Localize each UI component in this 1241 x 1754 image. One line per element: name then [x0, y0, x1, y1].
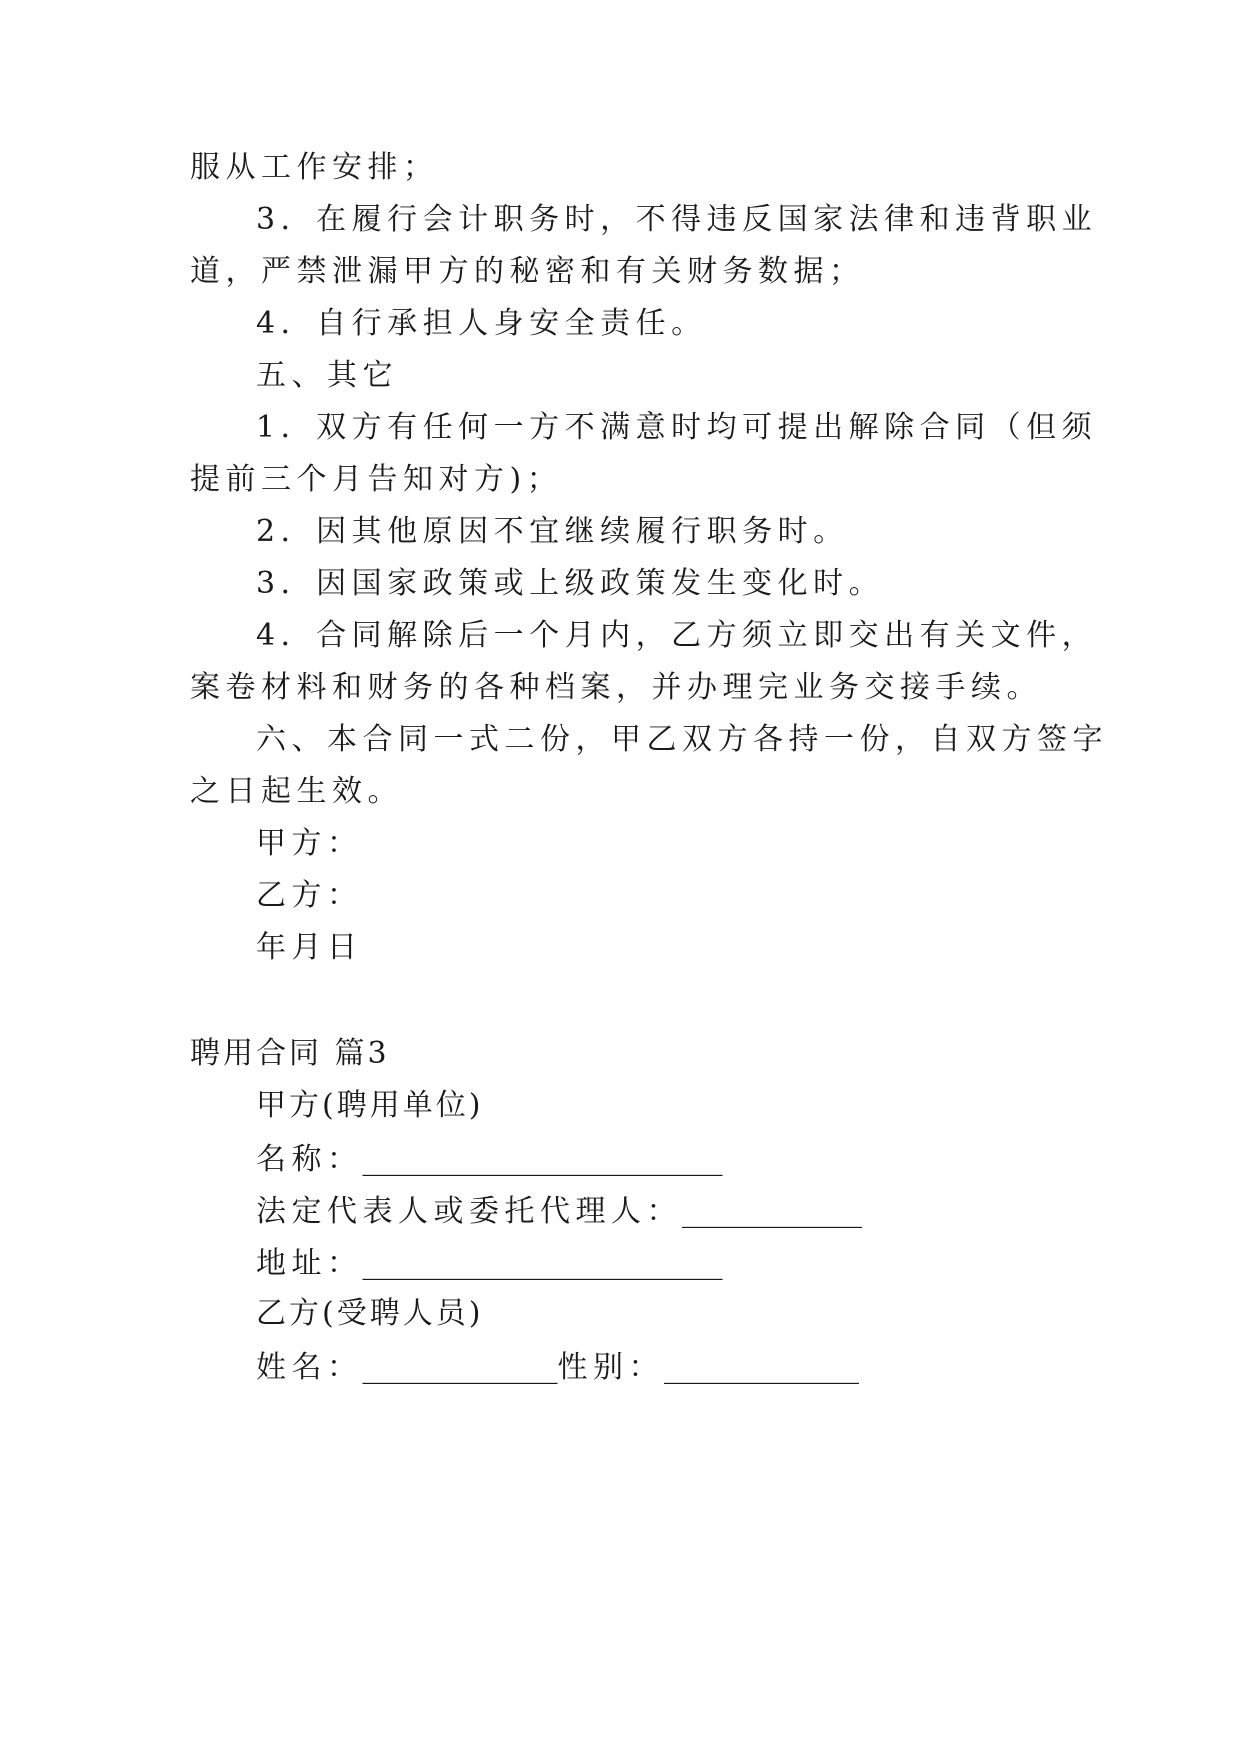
paragraph-line: 服从工作安排； [190, 150, 439, 185]
representative-label: 法定代表人或委托代理人： [256, 1194, 682, 1229]
party-b-heading: 乙方(受聘人员) [256, 1296, 484, 1331]
clause-5-3: 3．因国家政策或上级政策发生变化时。 [256, 566, 885, 601]
section-3-heading: 聘用合同 篇3 [190, 1036, 390, 1071]
section-6-line-2: 之日起生效。 [190, 774, 403, 809]
clause-4-3-line-1: 3．在履行会计职务时，不得违反国家法律和违背职业 [256, 202, 1098, 237]
person-field-row [256, 1348, 859, 1388]
person-name-blank: _____________ [362, 1350, 558, 1385]
name-blank: ________________________ [362, 1142, 723, 1177]
signature-party-b: 乙方： [256, 878, 363, 913]
clause-5-4-line-1: 4．合同解除后一个月内，乙方须立即交出有关文件， [256, 618, 1098, 653]
representative-blank: ____________ [682, 1194, 862, 1229]
name-label: 名称： [256, 1142, 363, 1177]
clause-4-3-line-2: 道，严禁泄漏甲方的秘密和有关财务数据； [190, 254, 865, 289]
address-blank: ________________________ [362, 1246, 723, 1281]
representative-field-row [256, 1192, 862, 1232]
name-field-row [256, 1140, 723, 1180]
person-name-label: 姓名： [256, 1350, 363, 1385]
clause-5-2: 2．因其他原因不宜继续履行职务时。 [256, 514, 849, 549]
party-a-heading: 甲方(聘用单位) [256, 1088, 484, 1123]
address-field-row [256, 1244, 723, 1284]
gender-blank: _____________ [664, 1350, 859, 1385]
address-label: 地址： [256, 1246, 363, 1281]
gender-label: 性别： [557, 1350, 664, 1385]
section-6-line-1: 六、本合同一式二份，甲乙双方各持一份，自双方签字 [256, 722, 1108, 757]
signature-party-a: 甲方： [256, 826, 363, 861]
signature-date: 年月日 [256, 930, 363, 965]
clause-5-4-line-2: 案卷材料和财务的各种档案，并办理完业务交接手续。 [190, 670, 1042, 705]
clause-5-1-line-2: 提前三个月告知对方)； [190, 462, 563, 497]
section-5-heading: 五、其它 [256, 358, 398, 393]
clause-4-4: 4．自行承担人身安全责任。 [256, 306, 707, 341]
clause-5-1-line-1: 1．双方有任何一方不满意时均可提出解除合同（但须 [256, 410, 1098, 445]
